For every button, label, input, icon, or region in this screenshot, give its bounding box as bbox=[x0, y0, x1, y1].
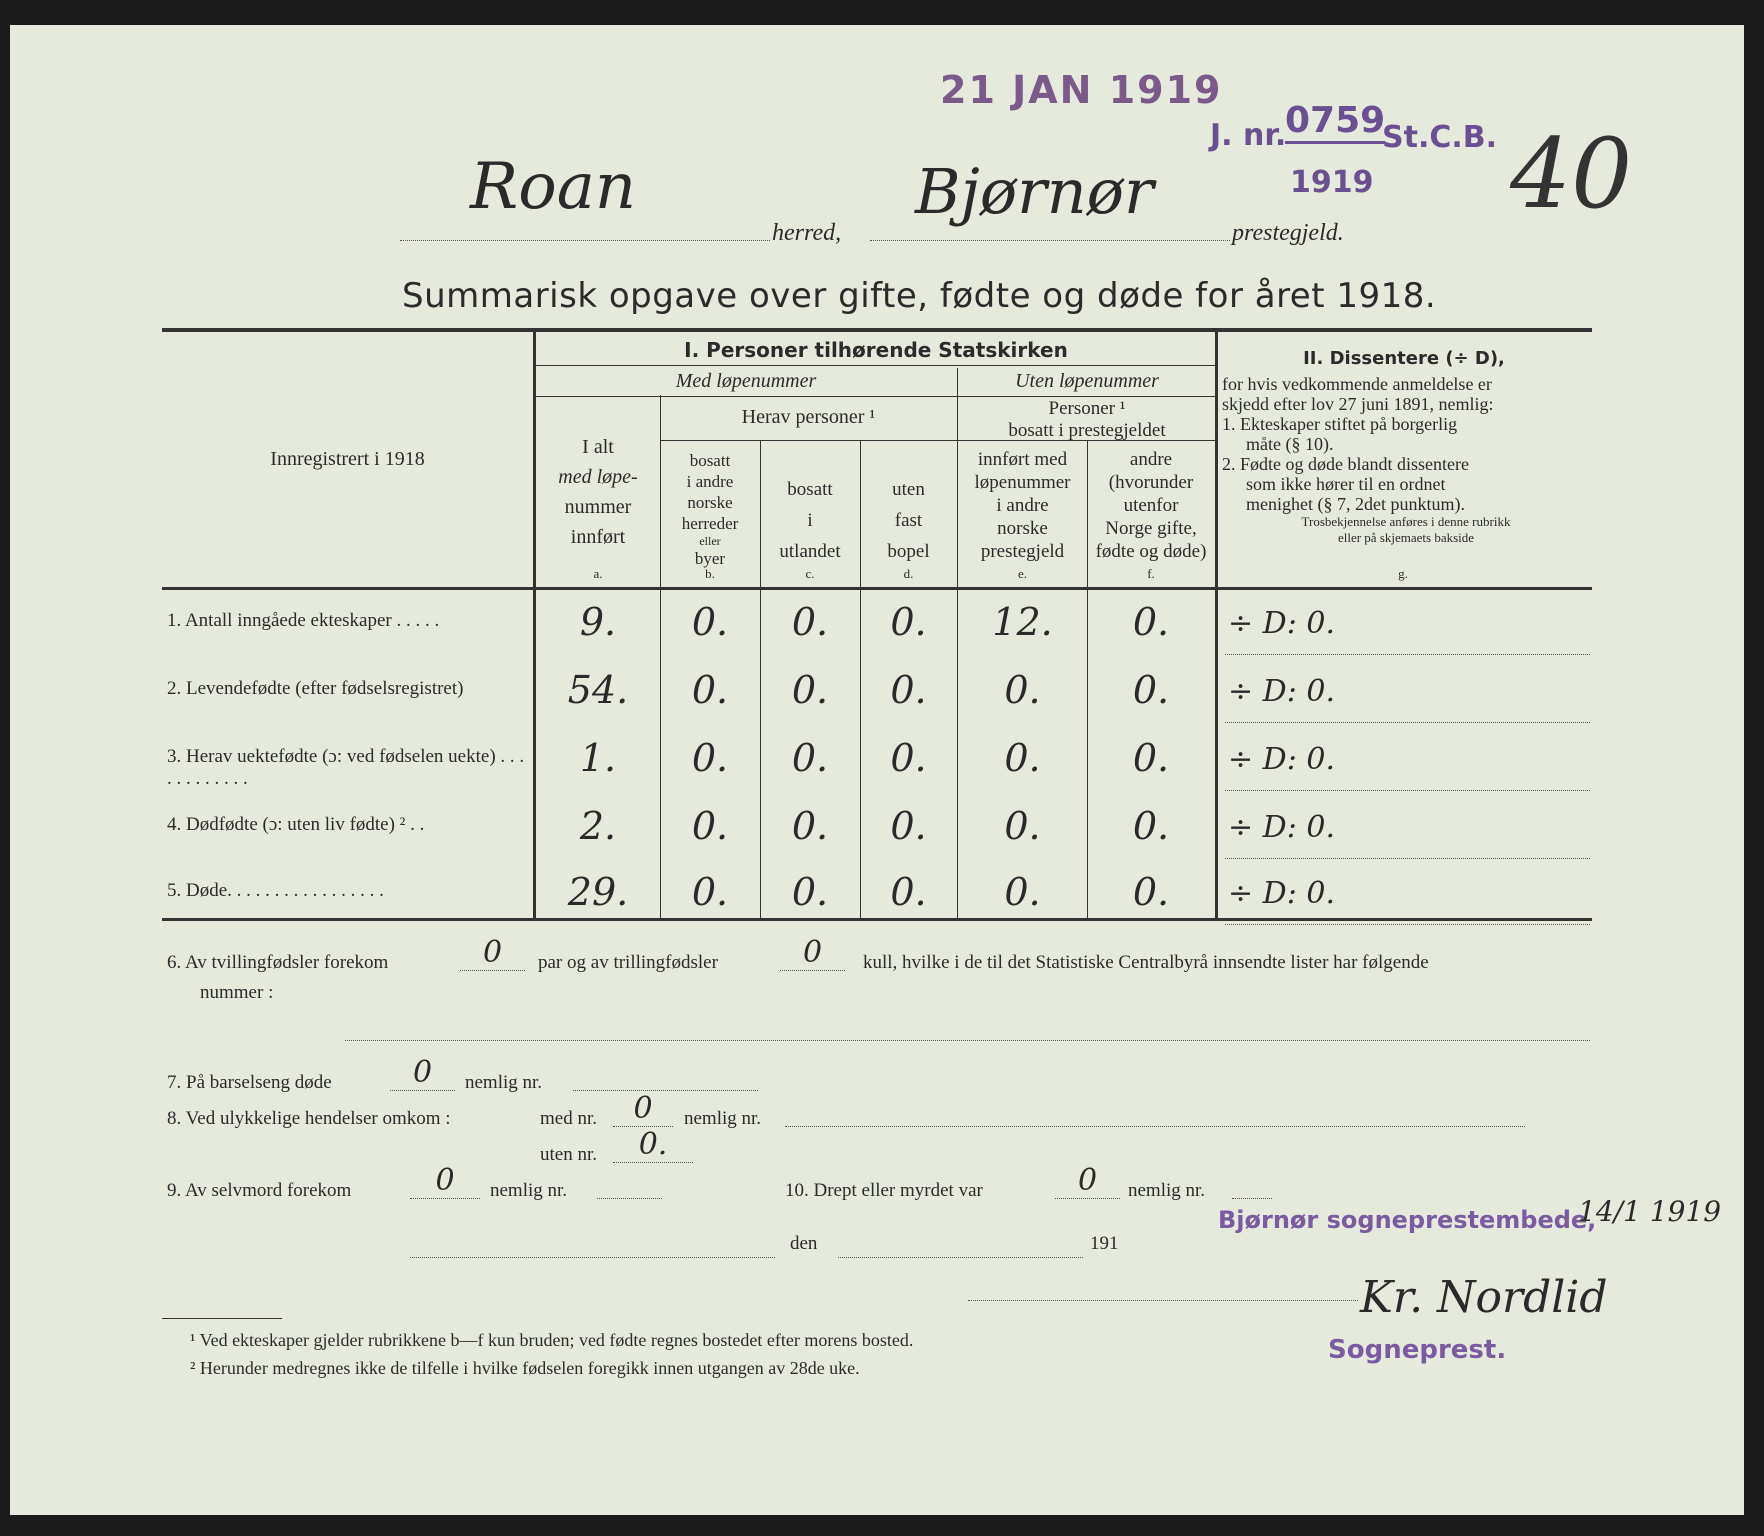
cell-a: 54. bbox=[567, 668, 629, 712]
prestegjeld-line bbox=[870, 240, 1230, 241]
cell-b: 0. bbox=[691, 870, 729, 914]
cell-f: 0. bbox=[1132, 736, 1170, 780]
section2-line-7: menighet (§ 7, 2det punktum). bbox=[1246, 494, 1465, 514]
cell-d: 0. bbox=[890, 870, 927, 914]
cell-d: 0. bbox=[890, 600, 927, 644]
office-stamp: Bjørnør sogneprestembede, bbox=[1218, 1206, 1597, 1234]
date-line bbox=[838, 1257, 1083, 1258]
row-g-line bbox=[1225, 858, 1590, 859]
uten-lopenummer: Uten løpenummer bbox=[1015, 370, 1159, 392]
col-b-line-3: norske bbox=[687, 493, 733, 512]
q6-text-b: par og av trillingfødsler bbox=[538, 952, 718, 973]
cell-g: ÷ D: 0. bbox=[1228, 876, 1335, 911]
q10-line bbox=[1232, 1198, 1272, 1199]
herav-header: Herav personer ¹ bbox=[741, 406, 876, 428]
form-title: Summarisk opgave over gifte, fødte og døde for året 1918. bbox=[402, 276, 1437, 316]
q7-text-a: 7. På barselseng døde bbox=[167, 1072, 332, 1093]
row-g-line bbox=[1225, 654, 1590, 655]
col-e-line-3: i andre bbox=[996, 495, 1049, 516]
table-head-rule bbox=[162, 587, 1592, 590]
cell-b: 0. bbox=[691, 600, 729, 644]
cell-b: 0. bbox=[691, 736, 729, 780]
cell-f: 0. bbox=[1132, 668, 1170, 712]
place-line bbox=[410, 1257, 775, 1258]
cell-e: 0. bbox=[1004, 870, 1041, 914]
cell-e: 0. bbox=[1004, 736, 1041, 780]
journal-suffix-stamp: St.C.B. bbox=[1382, 120, 1498, 155]
q10-value: 0 bbox=[1055, 1163, 1120, 1199]
col-e-line-4: norske bbox=[997, 518, 1048, 539]
row-label: 1. Antall inngåede ekteskaper . . . . . bbox=[167, 610, 440, 631]
cell-g: ÷ D: 0. bbox=[1228, 606, 1335, 641]
med-rule bbox=[536, 396, 1216, 397]
row-label: 2. Levendefødte (efter fødselsregistret) bbox=[167, 678, 464, 699]
footnote-2: ² Herunder medregnes ikke de tilfelle i hvilke fødselen foregikk innen utgangen av 28de uke. bbox=[190, 1358, 860, 1378]
section2-line-9: eller på skjemaets bakside bbox=[1337, 530, 1475, 545]
table-top-rule bbox=[162, 328, 1592, 332]
sogneprest-stamp: Sogneprest. bbox=[1328, 1335, 1507, 1365]
section2-title: II. Dissentere (÷ D), bbox=[1303, 348, 1505, 369]
q8-med: med nr. bbox=[540, 1108, 597, 1129]
q7-value: 0 bbox=[390, 1055, 455, 1091]
q8-uten-value: 0. bbox=[613, 1127, 693, 1163]
cell-c: 0. bbox=[791, 600, 829, 644]
q9-text-b: nemlig nr. bbox=[490, 1180, 568, 1201]
q8-med-value: 0 bbox=[613, 1091, 673, 1127]
cell-c: 0. bbox=[791, 870, 829, 914]
q10-text-b: nemlig nr. bbox=[1128, 1180, 1206, 1201]
section2-line-1: for hvis vedkommende anmeldelse er bbox=[1222, 374, 1492, 394]
q6-text-a: 6. Av tvillingfødsler forekom bbox=[167, 952, 389, 973]
col-b-line-4: herreder bbox=[681, 514, 739, 533]
col-a-line-1: I alt bbox=[582, 436, 614, 458]
section2-text bbox=[1222, 374, 1590, 546]
section2-line-6: som ikke hører til en ordnet bbox=[1246, 474, 1446, 494]
section2-line-8: Trosbekjennelse anføres i denne rubrikk bbox=[1301, 514, 1511, 529]
cell-d: 0. bbox=[890, 804, 927, 848]
q9-value: 0 bbox=[410, 1163, 480, 1199]
col-e-header bbox=[958, 448, 1087, 563]
journal-prefix-stamp: J. nr. bbox=[1210, 118, 1287, 153]
row-g-line bbox=[1225, 924, 1590, 925]
col-c-header bbox=[760, 474, 860, 567]
personer-header bbox=[958, 398, 1216, 442]
cell-e: 0. bbox=[1004, 804, 1041, 848]
cell-e: 12. bbox=[992, 600, 1053, 644]
personer-line-1: Personer ¹ bbox=[1048, 398, 1126, 419]
cell-a: 9. bbox=[579, 600, 617, 644]
section1-rule bbox=[536, 365, 1216, 366]
signature: Kr. Nordlid bbox=[1360, 1272, 1608, 1323]
page-number: 40 bbox=[1510, 118, 1633, 230]
col-c-line-3: utlandet bbox=[779, 541, 841, 562]
q6-triplets-value: 0 bbox=[780, 935, 845, 971]
cell-a: 29. bbox=[567, 870, 629, 914]
col-e-line-1: innført med bbox=[977, 449, 1068, 470]
cell-f: 0. bbox=[1132, 600, 1170, 644]
cell-g: ÷ D: 0. bbox=[1228, 810, 1335, 845]
col-f-line-2: (hvorunder bbox=[1108, 472, 1194, 493]
col-f-header bbox=[1087, 448, 1215, 563]
col-letter-g: g. bbox=[1398, 566, 1408, 581]
col-f-line-4: Norge gifte, bbox=[1105, 518, 1197, 539]
cell-a: 1. bbox=[579, 736, 617, 780]
q9-line bbox=[597, 1198, 662, 1199]
cell-f: 0. bbox=[1132, 870, 1170, 914]
date-received-stamp: 21 JAN 1919 bbox=[940, 68, 1223, 112]
herred-value: Roan bbox=[470, 150, 637, 224]
row-g-line bbox=[1225, 722, 1590, 723]
row-label: 3. Herav uektefødte (ɔ: ved fødselen uekte) . . . . . . . . . . . . bbox=[167, 746, 525, 789]
q6-text-c: kull, hvilke i de til det Statistiske Centralbyrå innsendte lister har følgende bbox=[863, 952, 1429, 973]
col-letter-e: e. bbox=[1017, 566, 1028, 581]
col-b-line-1: bosatt bbox=[689, 451, 731, 470]
q10-text-a: 10. Drept eller myrdet var bbox=[785, 1180, 983, 1201]
cell-f: 0. bbox=[1132, 804, 1170, 848]
journal-year-stamp: 1919 bbox=[1290, 165, 1374, 200]
cell-b: 0. bbox=[691, 804, 729, 848]
section2-line-2: skjedd efter lov 27 juni 1891, nemlig: bbox=[1222, 394, 1494, 414]
col-b-line-6: byer bbox=[694, 549, 726, 568]
q9-text-a: 9. Av selvmord forekom bbox=[167, 1180, 352, 1201]
footnote-rule bbox=[162, 1318, 282, 1319]
footnote-1: ¹ Ved ekteskaper gjelder rubrikkene b—f kun bruden; ved fødte regnes bostedet efter morens bosted. bbox=[190, 1330, 914, 1350]
col-letter-f: f. bbox=[1147, 566, 1155, 581]
col-c-line-2: i bbox=[807, 510, 813, 531]
col-letter-c: c. bbox=[805, 566, 815, 581]
col-b-line-5: eller bbox=[699, 534, 721, 548]
q8-line bbox=[785, 1126, 1525, 1127]
q7-text-b: nemlig nr. bbox=[465, 1072, 543, 1093]
prestegjeld-value: Bjørnør bbox=[915, 155, 1154, 228]
q8-text-a: 8. Ved ulykkelige hendelser omkom : bbox=[167, 1108, 451, 1129]
cell-d: 0. bbox=[890, 668, 927, 712]
prestegjeld-label: prestegjeld. bbox=[1232, 220, 1344, 246]
cell-c: 0. bbox=[791, 804, 829, 848]
col-letter-d: d. bbox=[903, 566, 914, 581]
section2-line-5: 2. Fødte og døde blandt dissentere bbox=[1222, 454, 1469, 474]
cell-d: 0. bbox=[890, 736, 927, 780]
q6-text-d: nummer : bbox=[200, 982, 274, 1003]
col-d-line-1: uten bbox=[892, 479, 925, 500]
row-header: Innregistrert i 1918 bbox=[270, 448, 425, 470]
col-d-line-3: bopel bbox=[887, 541, 930, 562]
q6-twins-value: 0 bbox=[460, 935, 525, 971]
row-g-line bbox=[1225, 790, 1590, 791]
med-lopenummer: Med løpenummer bbox=[675, 370, 817, 392]
col-b-line-2: i andre bbox=[686, 472, 734, 491]
col-e-line-2: løpenummer bbox=[974, 472, 1071, 493]
year-label: 191 bbox=[1090, 1233, 1119, 1254]
section2-line-4: måte (§ 10). bbox=[1246, 434, 1334, 454]
cell-a: 2. bbox=[579, 804, 617, 848]
den-label: den bbox=[790, 1233, 818, 1254]
col-f-line-5: fødte og døde) bbox=[1095, 541, 1207, 562]
signature-line bbox=[968, 1300, 1358, 1301]
col-a-line-3: nummer bbox=[564, 496, 632, 518]
row-label: 5. Døde. . . . . . . . . . . . . . . . . bbox=[167, 880, 384, 901]
col-letter-a: a. bbox=[593, 566, 603, 581]
col-a-header bbox=[536, 432, 660, 552]
section1-title: I. Personer tilhørende Statskirken bbox=[684, 338, 1068, 362]
col-f-line-1: andre bbox=[1129, 449, 1173, 470]
col-letter-b: b. bbox=[705, 566, 715, 581]
cell-g: ÷ D: 0. bbox=[1228, 742, 1335, 777]
col-e-line-5: prestegjeld bbox=[980, 541, 1065, 562]
cell-e: 0. bbox=[1004, 668, 1041, 712]
table-bottom-rule bbox=[162, 918, 1592, 921]
col-b-header bbox=[660, 450, 760, 569]
col-d-line-2: fast bbox=[894, 510, 923, 531]
herred-label: herred, bbox=[772, 220, 842, 246]
col-a-line-4: innført bbox=[570, 526, 626, 548]
col-d-header bbox=[860, 474, 957, 567]
col-a-line-2: med løpe- bbox=[558, 466, 638, 488]
office-date: 14/1 1919 bbox=[1578, 1195, 1722, 1228]
journal-number-stamp: 0759 bbox=[1285, 100, 1385, 144]
cell-g: ÷ D: 0. bbox=[1228, 674, 1335, 709]
herred-line bbox=[400, 240, 770, 241]
col-c-line-1: bosatt bbox=[787, 479, 833, 500]
section2-header bbox=[1218, 348, 1590, 369]
cell-b: 0. bbox=[691, 668, 729, 712]
cell-c: 0. bbox=[791, 668, 829, 712]
q8-uten: uten nr. bbox=[540, 1144, 597, 1165]
col-f-line-3: utenfor bbox=[1123, 495, 1179, 516]
q8-text-b: nemlig nr. bbox=[684, 1108, 762, 1129]
personer-line-2: bosatt i prestegjeldet bbox=[1008, 420, 1166, 441]
q6-list-line bbox=[345, 1040, 1590, 1041]
cell-c: 0. bbox=[791, 736, 829, 780]
row-label: 4. Dødfødte (ɔ: uten liv fødte) ² . . bbox=[167, 814, 425, 835]
section2-line-3: 1. Ekteskaper stiftet på borgerlig bbox=[1222, 414, 1458, 434]
